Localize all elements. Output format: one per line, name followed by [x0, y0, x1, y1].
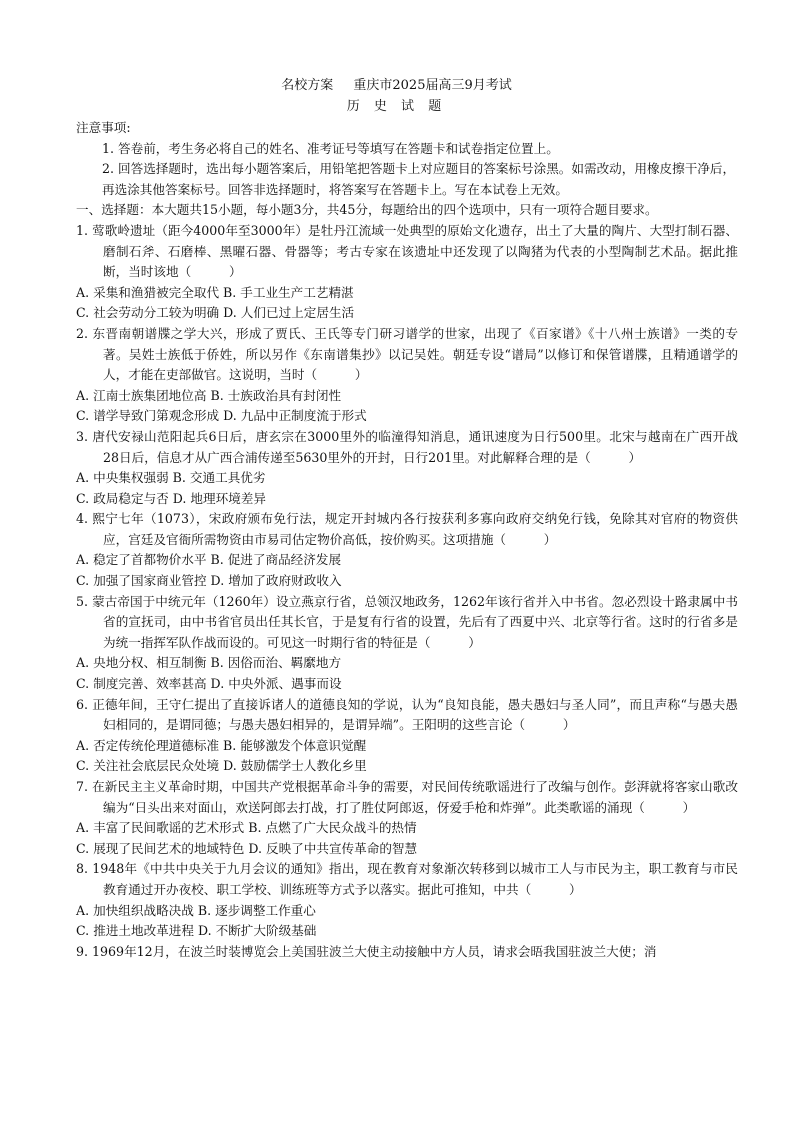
question-options: A. 加快组织战略决战 B. 逐步调整工作重心 — [76, 902, 316, 918]
question-options: A. 采集和渔猎被完全取代 B. 手工业生产工艺精湛 — [76, 284, 354, 300]
question-7 — [76, 777, 738, 859]
question-options: C. 展现了民间艺术的地域特色 D. 反映了中共宣传革命的智慧 — [76, 840, 418, 856]
exam-content — [76, 118, 738, 962]
notice-title: 注意事项: — [76, 120, 131, 135]
question-stem: 5. 蒙古帝国于中统元年（1260年）设立燕京行省，总领汉地政务，1262年该行省并入中书省。忽必烈设十路隶属中书省的宣抚司，由中书省官员出任其长官，于是复有行省的设置，先后有了西夏中兴、北京等行省。这时的行省多是为统一指挥军队作战而设的。可见这一时期行省的特征是（ ） — [76, 593, 738, 650]
question-9 — [76, 942, 738, 963]
question-options: C. 加强了国家商业管控 D. 增加了政府财政收入 — [76, 573, 342, 589]
question-options: A. 否定传统伦理道德标准 B. 能够激发个体意识觉醒 — [76, 737, 367, 753]
question-options: A. 稳定了首都物价水平 B. 促进了商品经济发展 — [76, 552, 342, 568]
question-4 — [76, 509, 738, 591]
notice-item: 2. 回答选择题时，选出每小题答案后，用铅笔把答题卡上对应题目的答案标号涂黑。如需改动，用橡皮擦干净后，再选涂其他答案标号。回答非选择题时，将答案写在答题卡上。写在本试卷上无效。 — [102, 161, 736, 197]
question-options: A. 中央集权强弱 B. 交通工具优劣 — [76, 470, 266, 486]
exam-title: 重庆市2025届高三9月考试 — [353, 78, 512, 93]
notice-item: 1. 答卷前，考生务必将自己的姓名、准考证号等填写在答题卡和试卷指定位置上。 — [102, 140, 559, 156]
question-stem: 4. 熙宁七年（1073），宋政府颁布免行法，规定开封城内各行按获利多寡向政府交纳免行钱，免除其对官府的物资供应，宫廷及官衙所需物资由市易司估定物价高低，按价购买。这项措施（ ） — [76, 511, 738, 547]
question-6 — [76, 695, 738, 777]
question-5 — [76, 592, 738, 695]
section-title: 一、选择题：本大题共15小题，每小题3分，共45分，每题给出的四个选项中，只有一项符合题目要求。 — [76, 202, 658, 218]
question-stem: 3. 唐代安禄山范阳起兵6日后，唐玄宗在3000里外的临潼得知消息，通讯速度为日行500里。北宋与越南在广西开战28日后，信息才从广西合浦传递至5630里外的开封，日行201里。对此解释合理的是（ ） — [76, 428, 738, 465]
question-3 — [76, 427, 738, 509]
question-options: C. 社会劳动分工较为明确 D. 人们已过上定居生活 — [76, 305, 355, 321]
exam-header — [0, 76, 793, 96]
question-stem: 9. 1969年12月，在波兰时装博览会上美国驻波兰大使主动接触中方人员，请求会晤我国驻波兰大使；消 — [76, 943, 657, 959]
question-stem: 6. 正德年间，王守仁提出了直接诉诸人的道德良知的学说，认为“良知良能，愚夫愚妇与圣人同”，而且声称“与愚夫愚妇相同的，是谓同德；与愚夫愚妇相异的，是谓异端”。王阳明的这些言论（ ） — [76, 696, 738, 733]
question-options: C. 关注社会底层民众处境 D. 鼓励儒学士人教化乡里 — [76, 758, 367, 774]
question-options: A. 央地分权、相互制衡 B. 因俗而治、羁縻地方 — [76, 655, 342, 671]
question-stem: 8. 1948年《中共中央关于九月会议的通知》指出，现在教育对象渐次转移到以城市工人与市民为主，职工教育与市民教育通过开办夜校、职工学校、训练班等方式予以落实。据此可推知，中共（ ） — [76, 861, 738, 897]
question-options: C. 推进土地改革进程 D. 不断扩大阶级基础 — [76, 923, 317, 939]
question-options: A. 江南士族集团地位高 B. 士族政治具有封闭性 — [76, 387, 342, 403]
question-stem: 2. 东晋南朝谱牒之学大兴，形成了贾氏、王氏等专门研习谱学的世家，出现了《百家谱》《十八州士族谱》一类的专著。吴姓士族低于侨姓，所以另作《东南谱集抄》以记吴姓。朝廷专设“谱局”以修订和保管谱牒，且精通谱学的人，才能在吏部做官。这说明，当时（ ） — [76, 325, 738, 383]
question-options: C. 制度完善、效率甚高 D. 中央外派、遇事而设 — [76, 676, 342, 692]
question-options: A. 丰富了民间歌谣的艺术形式 B. 点燃了广大民众战斗的热情 — [76, 820, 417, 836]
question-1 — [76, 221, 738, 324]
question-stem: 1. 莺歌岭遗址（距今4000年至3000年）是牡丹江流域一处典型的原始文化遗存，出土了大量的陶片、大型打制石器、磨制石斧、石磨棒、黑曜石器、骨器等；考古专家在该遗址中还发现了以陶猪为代表的小型陶制艺术品。据此推断，当时该地（ ） — [76, 222, 738, 280]
question-options: C. 谱学导致门第观念形成 D. 九品中正制度流于形式 — [76, 408, 367, 424]
question-options: C. 政局稳定与否 D. 地理环境差异 — [76, 490, 266, 506]
school-label: 名校方案 — [281, 78, 334, 93]
question-stem: 7. 在新民主主义革命时期，中国共产党根据革命斗争的需要，对民间传统歌谣进行了改编与创作。彭湃就将客家山歌改编为“日头出来对面山，欢送阿郎去打战，打了胜仗阿郎返，伢爱手枪和炸弹”。此类歌谣的涌现（ ） — [76, 779, 738, 815]
question-8 — [76, 859, 738, 941]
subject-title: 历 史 试 题 — [346, 99, 447, 114]
question-2 — [76, 324, 738, 427]
